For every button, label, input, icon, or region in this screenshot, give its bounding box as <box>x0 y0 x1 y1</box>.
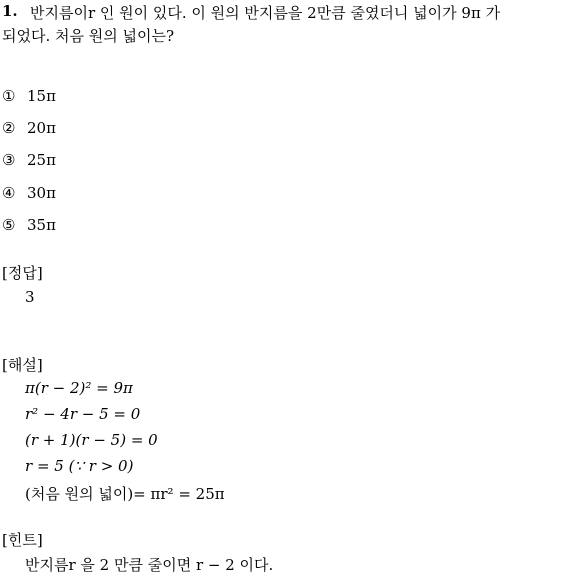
explanation-line: π(r − 2)² = 9π <box>25 379 133 397</box>
answer-value: 3 <box>25 288 35 306</box>
choice-marker: ② <box>2 119 16 137</box>
choice-text: 25π <box>27 151 56 169</box>
explanation-line: r = 5 (∵ r > 0) <box>25 457 134 475</box>
choice-marker: ⑤ <box>2 216 16 234</box>
answer-label: [정답] <box>2 264 43 282</box>
choice-text: 35π <box>27 216 56 234</box>
hint-text: 반지름r 을 2 만큼 줄이면 r − 2 이다. <box>25 556 274 574</box>
hint-label: [힌트] <box>2 531 43 549</box>
question-line-2: 되었다. 처음 원의 넓이는? <box>2 27 175 45</box>
choice-text: 15π <box>27 87 56 105</box>
question-number: 1. <box>2 2 18 20</box>
question-line-1: 반지름이r 인 원이 있다. 이 원의 반지름을 2만큼 줄였더니 넓이가 9π 가 <box>30 4 501 22</box>
explanation-line: (r + 1)(r − 5) = 0 <box>25 431 158 449</box>
choice-text: 20π <box>27 119 56 137</box>
explanation-line: r² − 4r − 5 = 0 <box>25 405 141 423</box>
choice-text: 30π <box>27 184 56 202</box>
choice-marker: ③ <box>2 151 16 169</box>
explanation-line: (처음 원의 넓이)= πr² = 25π <box>25 485 225 503</box>
choice-marker: ① <box>2 87 16 105</box>
choice-marker: ④ <box>2 184 16 202</box>
explanation-label: [해설] <box>2 356 43 374</box>
